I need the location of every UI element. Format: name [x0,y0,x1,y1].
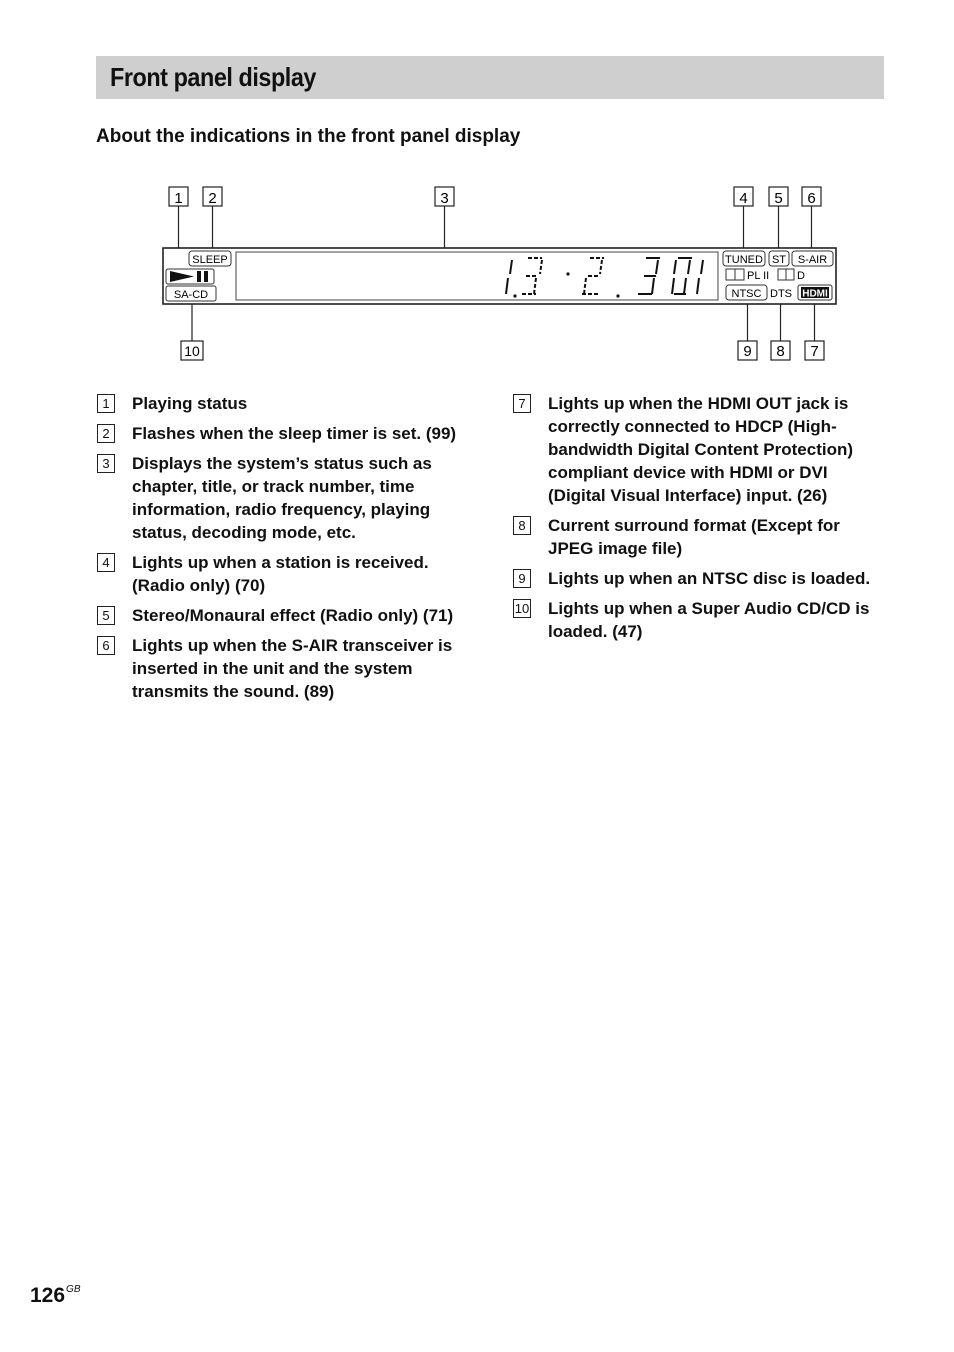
hdmi-label: HDMI [802,288,828,300]
page-suffix: GB [66,1284,81,1295]
callout-8 [771,341,790,360]
sair-indicator [792,251,833,266]
item-text: Current surround format (Except for JPEG image file) [548,516,840,558]
item-text: Lights up when a station is received. (Radio only) (70) [132,553,429,595]
indicator-list-right [513,392,888,650]
item-number: 1 [97,394,115,413]
item-number: 3 [97,454,115,473]
item-text: Lights up when the S-AIR transceiver is inserted in the unit and the system transmits the sound. (89) [132,636,453,701]
tuned-indicator [723,251,765,266]
list-item [513,514,888,560]
pause-icon [197,271,201,282]
callout-3-label: 3 [440,190,449,207]
tuned-label: TUNED [725,254,763,266]
sleep-label: SLEEP [192,254,228,266]
item-number: 2 [97,424,115,443]
list-item [513,392,888,507]
item-number: 7 [513,394,531,413]
hdmi-indicator [798,285,832,300]
item-text: Stereo/Monaural effect (Radio only) (71) [132,606,454,625]
page-number [30,1284,81,1308]
callout-4-label: 4 [739,190,748,207]
list-item [97,452,472,544]
item-number: 10 [514,601,530,616]
sair-label: S-AIR [797,254,828,266]
item-number: 8 [513,516,531,535]
section-title: Front panel display [110,62,316,92]
page-number-value: 126 [30,1284,66,1307]
list-item [97,422,472,445]
callout-1-label: 1 [174,190,183,207]
callout-2 [203,187,222,207]
callout-4 [734,187,753,207]
dolby-pl-label: PL II [747,270,770,282]
callout-7-label: 7 [810,343,819,360]
callout-5 [769,187,788,207]
callout-2-label: 2 [208,190,217,207]
ntsc-indicator [726,285,767,300]
item-number: 9 [513,569,531,588]
item-text: Lights up when the HDMI OUT jack is correctly connected to HDCP (High-bandwidth Digital Content Protection) compliant device with HDMI or DVI (Digital Visual Interface) input. (26) [548,394,854,505]
callout-6 [802,187,821,207]
callout-6-label: 6 [807,190,816,207]
item-text: Lights up when a Super Audio CD/CD is loaded. (47) [548,599,870,641]
dts-indicator: DTS [770,288,792,300]
list-item [513,567,888,590]
dolby-d-label: D [797,270,805,282]
sacd-label: SA-CD [173,289,209,301]
ntsc-label: NTSC [731,288,762,300]
st-indicator [769,251,789,266]
subheading: About the indications in the front panel display [96,126,521,147]
callout-7 [805,341,824,360]
callout-10 [181,341,203,360]
callout-5-label: 5 [774,190,783,207]
item-text: Flashes when the sleep timer is set. (99) [132,424,457,443]
callout-9 [738,341,757,360]
sleep-indicator [189,251,231,266]
callout-8-label: 8 [776,343,785,360]
list-item [97,392,472,415]
item-text: Displays the system’s status such as chapter, title, or track number, time information, radio frequency, playing status, decoding mode, etc. [132,454,432,542]
item-number: 4 [97,553,115,572]
callout-10-label: 10 [184,343,200,359]
indicator-list-left [97,392,472,710]
item-text: Lights up when an NTSC disc is loaded. [548,569,871,588]
item-text: Playing status [132,394,248,413]
list-item [97,634,472,703]
st-label: ST [771,254,787,266]
front-panel-diagram [150,178,840,368]
callout-1 [169,187,188,207]
item-number: 5 [97,606,115,625]
list-item [97,604,472,627]
item-number: 6 [97,636,115,655]
list-item [513,597,888,643]
callout-9-label: 9 [743,343,752,360]
list-item [97,551,472,597]
section-header-bar [96,56,884,99]
callout-3 [435,187,454,207]
